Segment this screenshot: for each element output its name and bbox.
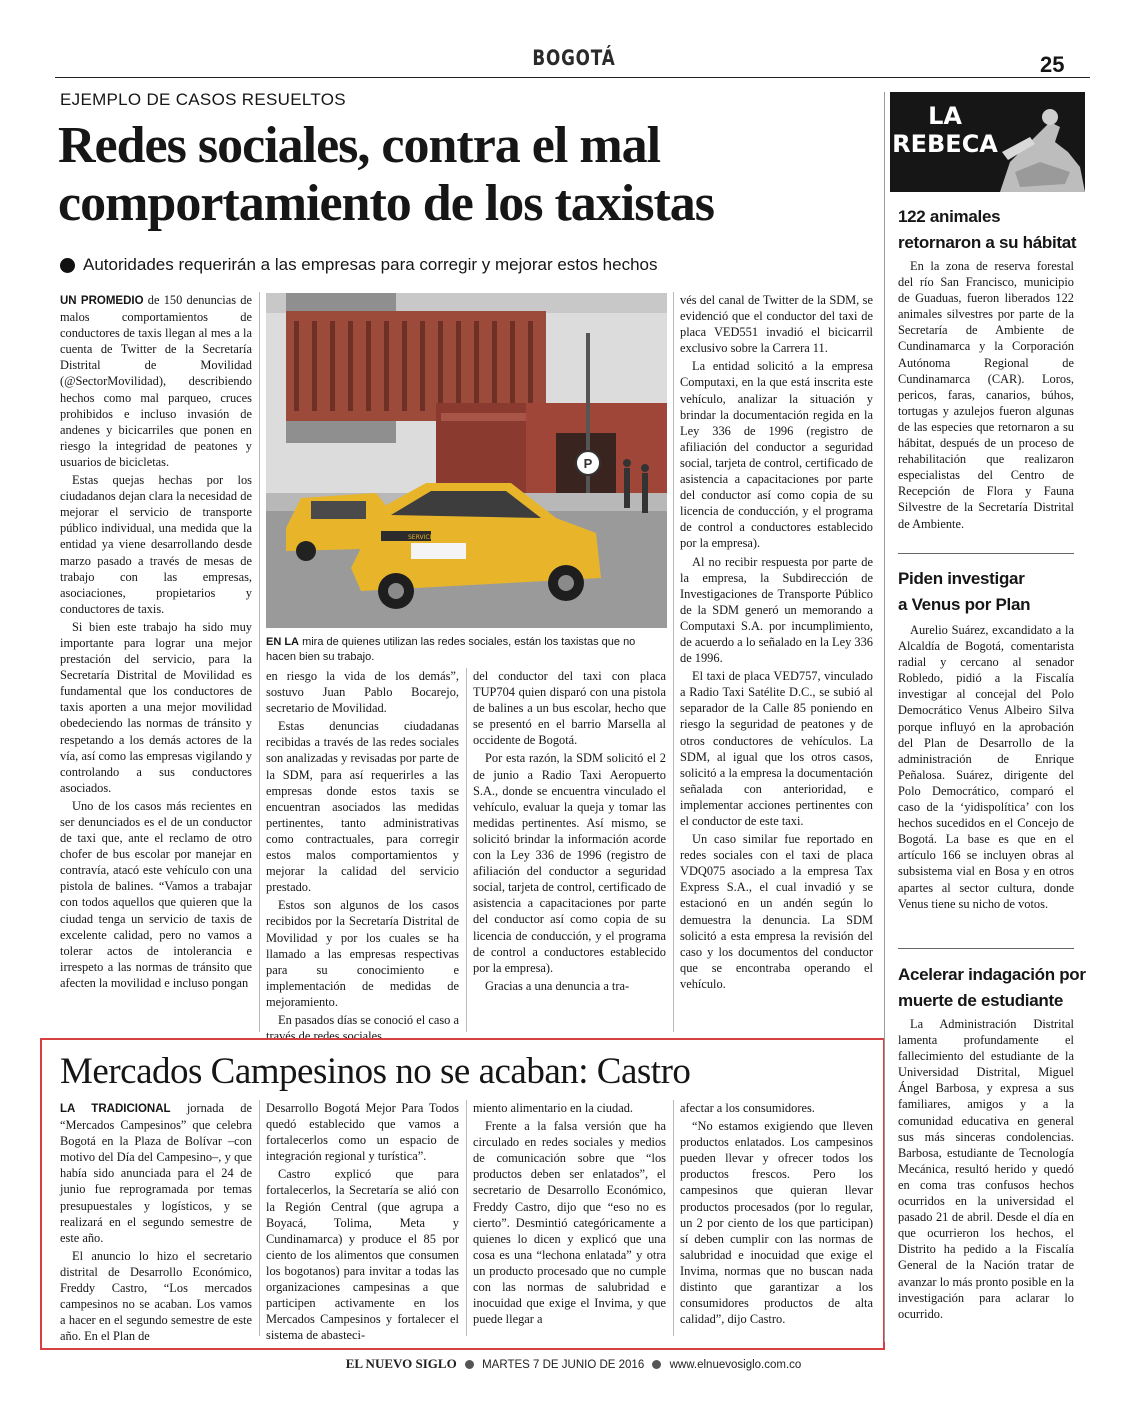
article2-column-4	[680, 1100, 873, 1340]
paragraph: vés del canal de Twitter de la SDM, se evidenció que el conductor del taxi de placa VED551 invadió el bicicarril exclusivo sobre la Carrera 11.	[680, 293, 873, 356]
taxi-photo-illustration	[266, 293, 667, 628]
news-photo	[266, 293, 667, 628]
lead-word: UN PROMEDIO	[60, 295, 144, 307]
paragraph: Estas denuncias ciudadanas recibidas a través de las redes sociales son analizadas y revisadas por parte de la SDM, para así requerirles a las empresas donde estos taxis se encuentran asociados las medidas pertinentes, tanto administrativas como contractuales, para corregir estos malos comportamientos y mejorar la calidad del servicio prestado.	[266, 719, 459, 895]
sidebar-item-body: En la zona de reserva forestal del río San Francisco, municipio de Guaduas, fueron liberados 122 animales silvestres por parte de la Secretaría de Ambiente de Cundinamarca y la Corporación Autónoma Regional de Cundinamarca (CAR). Loros, pericos, faras, canarios, búhos, tortugas y azulejos fueron algunas de las especies que retornaron a su hábitat, después de un proceso de rehabilitación que realizaron especialistas del Centro de Recepción de Flora y Fauna Silvestre de la Secretaría Distrital de Ambiente.	[898, 259, 1074, 531]
section-name: BOGOTÁ	[531, 46, 616, 70]
photo-caption	[266, 635, 667, 665]
paragraph: afectar a los consumidores.	[680, 1101, 815, 1115]
column-divider	[259, 1100, 260, 1336]
website-url: www.elnuevosiglo.com.co	[669, 1359, 802, 1371]
lead-word: LA TRADICIONAL	[60, 1103, 171, 1115]
paragraph: miento alimentario en la ciudad.	[473, 1101, 633, 1115]
caption-text: mira de quienes utilizan las redes sociales, están los taxistas que no hacen bien su trabajo.	[266, 636, 636, 663]
sidebar-item-title: Piden investigar a Venus por Plan	[898, 569, 1031, 614]
paragraph: Castro explicó que para fortalecerlos, la Secretaría se alió con la Región Central (que agrupa a Boyacá, Tolima, Meta y Cundinamarca) y produce el 85 por ciento de los alimentos que consumen los bogotanos) para invitar a todas las organizaciones campesinas a que participen activamente en los Mercados Campesinos y fortalecer el sistema de abasteci-	[266, 1167, 459, 1343]
logo-text: LA REBECA	[892, 102, 998, 158]
sidebar-rule	[898, 553, 1074, 554]
paragraph: Estos son algunos de los casos recibidos por la Secretaría Distrital de Movilidad y por los cuales se ha llamado a las empresas respectivas para su conocimiento e implementación de medidas de mejoramiento.	[266, 898, 459, 1009]
brand-name: EL NUEVO SIGLO	[345, 1356, 457, 1371]
article2-column-3	[473, 1100, 666, 1340]
paragraph: Gracias a una denuncia a tra-	[485, 978, 630, 993]
article1-column-2	[266, 668, 459, 1044]
paragraph: Al no recibir respuesta por parte de la empresa, la Subdirección de Investigaciones de Transporte Público de la SDM generó un memorando a Computaxi S.A. por incumplimiento, de acuerdo a lo señalado en la Ley 336 de 1996.	[680, 554, 873, 666]
column-divider	[673, 1100, 674, 1336]
article2-column-2	[266, 1100, 459, 1343]
caption-lead: EN LA	[266, 636, 299, 648]
column-divider	[466, 1100, 467, 1336]
page-footer	[0, 1356, 1147, 1372]
paragraph: La entidad solicitó a la empresa Computaxi, en la que está inscrita este vehículo, analizar la situación y brindar la documentación regida en la Ley 336 de 1996 (registro de afiliación del conductor a seguridad social, tarjeta de control, certificado de asistencia a capacitaciones por parte del conductor así como copia de su licencia de conducción, y el programa de control a conductores establecido por la empresa).	[680, 359, 873, 551]
paragraph: Por esta razón, la SDM solicitó el 2 de junio a Radio Taxi Aeropuerto S.A., donde se encuentra vinculado el vehículo, evaluar la queja y tomar las medidas pertinentes. Así mismo, se solicitó brindar la información acorde con la Ley 336 de 1996 (registro de afiliación del conductor a seguridad social, tarjeta de control, certificado de asistencia a capacitaciones por parte del conductor así como copia de su licencia de conducción, y el programa de control a conductores establecido por la empresa).	[473, 751, 666, 975]
article1-column-1	[60, 292, 252, 1034]
article-headline: Redes sociales, contra el mal comportamiento de los taxistas	[58, 117, 715, 232]
sidebar-item-body: La Administración Distrital lamenta profundamente el fallecimiento del estudiante de la Universidad Distrital, Miguel Ángel Barbosa, y expresa a sus familiares, amigos y a la comunidad educativa en general sus más sinceras condolencias. Barbosa, estudiante de Tecnología Mecánica, resultó herido y quedó en coma tras confusos hechos ocurridos en la universidad el pasado 21 de abril. Desde el día en que ocurrieron los hechos, el Distrito ha pedido a la Fiscalía General de la Nación tratar de avanzar lo más pronto posible en la investigación para aclarar lo ocurrido.	[898, 1017, 1074, 1321]
paragraph: Frente a la falsa versión que ha circulado en redes sociales y medios de comunicación sobre que “los productos deben ser enlatados”, el secretario de Desarrollo Económico, Freddy Castro, dijo que “eso no es cierto”. Desmintió categóricamente a quienes lo dicen y explicó que una cosa es una “lechona enlatada” y otra un producto procesado que no cumple con las normas de salubridad e inocuidad que exige el Invima, y que puede llegar a	[473, 1119, 666, 1327]
column-divider	[259, 292, 260, 1032]
article1-column-3	[473, 668, 666, 1034]
article-kicker: EJEMPLO DE CASOS RESUELTOS	[60, 90, 346, 109]
sidebar-item-body: Aurelio Suárez, excandidato a la Alcaldía de Bogotá, comentarista radial y cercano al senador Robledo, pidió a la Fiscalía investigar al concejal del Polo Democrático Venus Albeiro Silva porque influyó en la aprobación del Plan de Desarrollo de la administración de Enrique Peñalosa. Suárez, dirigente del Polo Democrático, comparó el caso de la ‘yidispolítica’ con los hechos sucedidos en el Concejo de Bogotá. La base es que en el artículo 166 se incluyen obras al subsistema vial en Bosa y en otros apartes al sector cultura, donde Venus tiene su nicho de votos.	[898, 623, 1074, 911]
paragraph: Estas quejas hechas por los ciudadanos dejan clara la necesidad de mejorar el servicio de transporte público individual, una medida que la entidad ya viene desarrollando desde marzo pasado a través de mesas de trabajo con las empresas, asociaciones, propietarios y conductores de taxis.	[60, 473, 252, 616]
svg-text:SERVICIO PUBLICO: SERVICIO PUBLICO	[408, 534, 465, 541]
paragraph: jornada de “Mercados Campesinos” que celebra Bogotá en la Plaza de Bolívar –con motivo del Día del Campesino–, y que había sido anunciada para el 24 de junio fue reprogramada por temas presupuestales y logísticos, y se realizará en el segundo semestre de este año.	[60, 1101, 252, 1245]
column-logo	[890, 92, 1085, 192]
sidebar-rule	[898, 948, 1074, 949]
sidebar-divider	[884, 92, 885, 1342]
dot-icon	[652, 1360, 661, 1369]
article2-column-1	[60, 1100, 252, 1344]
parking-sign: P	[583, 456, 593, 471]
article-subhead	[60, 255, 658, 275]
article1-column-4	[680, 292, 873, 1034]
paragraph: El taxi de placa VED757, vinculado a Radio Taxi Satélite D.C., se subió al separador de la Calle 85 poniendo en riesgo la seguridad de peatones y de otros conductores de vehículos. La SDM, al igual que los otros casos, solicitó a la empresa la documentación señalada con anterioridad, e implementar acciones pertinentes con el conductor de este taxi.	[680, 669, 873, 828]
paragraph: de 150 denuncias de malos comportamientos de conductores de taxis llegan al mes a la cuenta de Twitter de la Secretaría Distrital de Movilidad (@SectorMovilidad), describiendo hechos como mal parqueo, cruces prohibidos e incluso invasión de andenes y bicicarriles que ponen en riesgo la integridad de peatones y usuarios de bicicletas.	[60, 293, 252, 469]
paragraph: “No estamos exigiendo que lleven productos enlatados. Los campesinos pueden llevar y ofrecer todos los productos frescos. Pero los campesinos que quieran llevar productos procesados (por lo regular, un 2 por ciento de los que participan) sí deben cumplir con las normas de salubridad e inocuidad que exige el Invima, normas que no buscan nada distinto que garantizar a los consumidores productos de alta calidad”, dijo Castro.	[680, 1119, 873, 1327]
paragraph: El anuncio lo hizo el secretario distrital de Desarrollo Económico, Freddy Castro, “Los mercados campesinos no se acaban. Los vamos a hacer en el segundo semestre de este año. En el Plan de	[60, 1248, 252, 1344]
page-number: 25	[1040, 52, 1065, 77]
subhead-text: Autoridades requerirán a las empresas para corregir y mejorar estos hechos	[83, 255, 658, 274]
paragraph: Un caso similar fue reportado en redes sociales con el taxi de placa VDQ075 asociado a la empresa Tax Express S.A., el cual invadió y se estacionó en un andén según lo demuestra la denuncia. La SDM solicitó a esta empresa la revisión del caso y los documentos del conductor que se encontraba operando el vehículo.	[680, 832, 873, 991]
issue-date: MARTES 7 DE JUNIO DE 2016	[482, 1359, 645, 1371]
sidebar-item-title: Acelerar indagación por muerte de estudiante	[898, 965, 1086, 1010]
dot-icon	[465, 1360, 474, 1369]
bullet-icon	[60, 258, 75, 273]
paragraph: en riesgo la vida de los demás”, sostuvo Juan Pablo Bocarejo, secretario de Movilidad.	[266, 669, 459, 716]
paragraph: del conductor del taxi con placa TUP704 quien disparó con una pistola de balines a un bus escolar, hecho que se presentó en el barrio Marsella al occidente de Bogotá.	[473, 669, 666, 748]
paragraph: Desarrollo Bogotá Mejor Para Todos quedó establecido que vamos a fortalecerlos como un espacio de integración regional y turística”.	[266, 1101, 459, 1164]
column-divider	[673, 292, 674, 1032]
article2-headline: Mercados Campesinos no se acaban: Castro	[60, 1051, 691, 1092]
paragraph: En pasados días se conoció el caso a través de redes sociales	[266, 1012, 459, 1044]
header-rule	[55, 77, 1090, 78]
paragraph: Si bien este trabajo ha sido muy importante para lograr una mejor prestación del servicio, para la Secretaría Distrital de Movilidad es fundamental que los conductores de taxis aporten a una mejor movilidad obedeciendo las normas de tránsito y respetando a los demás actores de la vía, así como las empresas vigilando y controlando a sus conductores asociados.	[60, 619, 252, 795]
sidebar-item-title: 122 animales retornaron a su hábitat	[898, 207, 1077, 252]
paragraph: Uno de los casos más recientes en ser denunciados es el de un conductor de taxi que, ante el reclamo de otro chofer de bus escolar por manejar en contravía, atacó este vehículo con una pistola de balines. “Vamos a trabajar con todos aquellos que quieren que la ciudad tenga un servicio de taxis de excelente calidad, pero no vamos a tolerar actos de intolerancia e irrespeto a las normas de tránsito que afecten la movilidad e incluso pongan	[60, 798, 252, 990]
column-divider	[466, 668, 467, 1032]
